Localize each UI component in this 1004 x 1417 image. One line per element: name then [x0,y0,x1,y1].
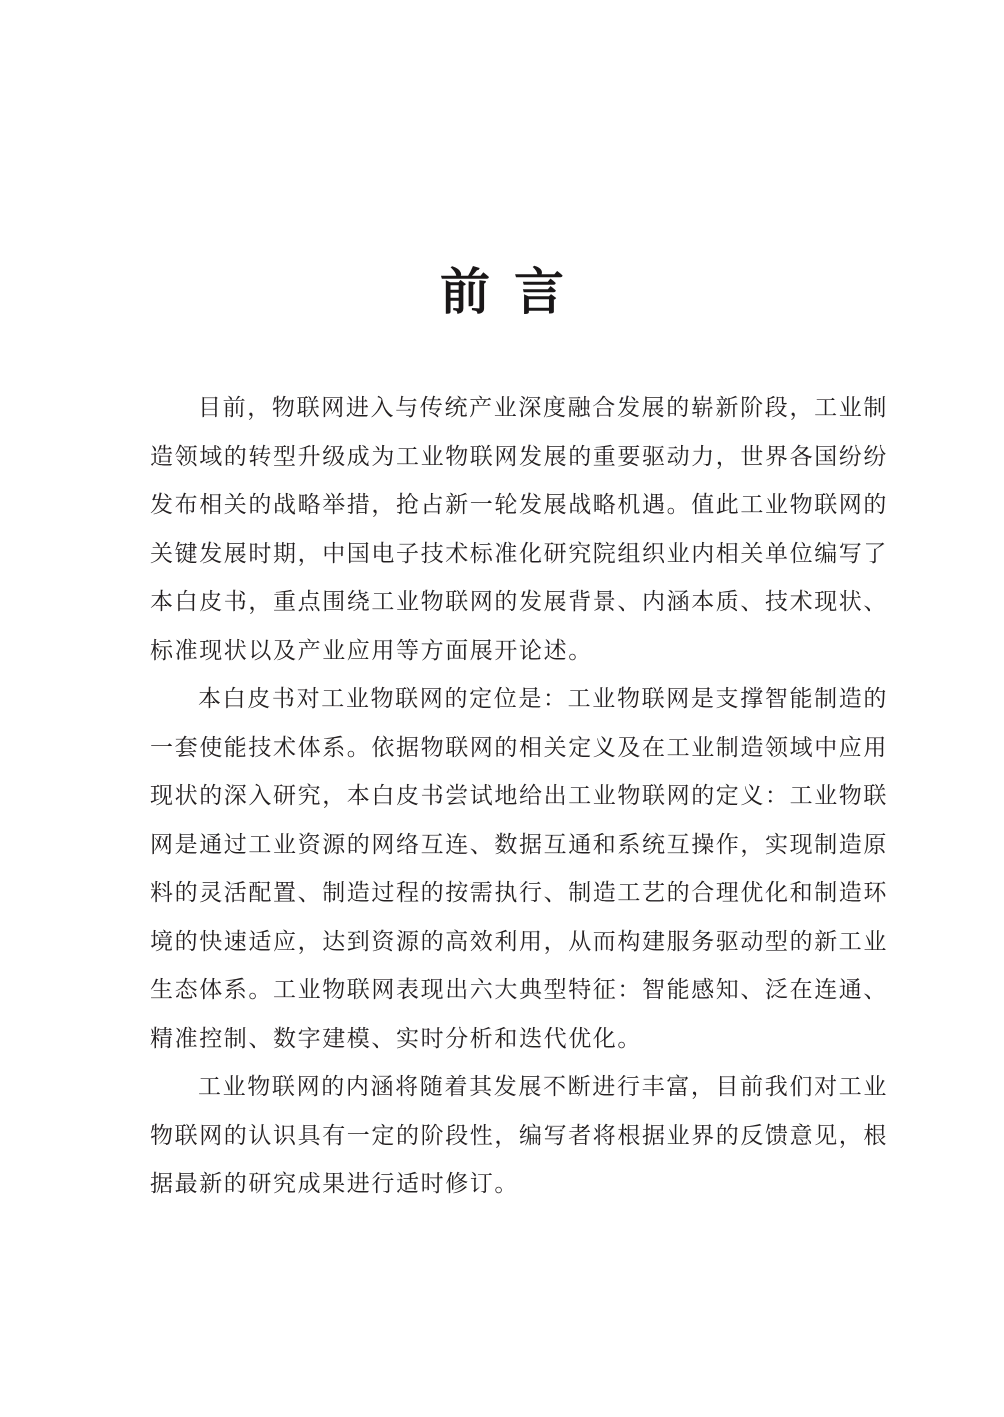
paragraph-3: 工业物联网的内涵将随着其发展不断进行丰富，目前我们对工业物联网的认识具有一定的阶段性，编写者将根据业界的反馈意见，根据最新的研究成果进行适时修订。 [150,1074,888,1197]
preface-body [150,384,888,1209]
page-title [0,262,1004,322]
page-title-char-2: 言 [514,262,564,321]
paragraph-2: 本白皮书对工业物联网的定位是：工业物联网是支撑智能制造的一套使能技术体系。依据物联网的相关定义及在工业制造领域中应用现状的深入研究，本白皮书尝试地给出工业物联网的定义：工业物联网是通过工业资源的网络互连、数据互通和系统互操作，实现制造原料的灵活配置、制造过程的按需执行、制造工艺的合理优化和制造环境的快速适应，达到资源的高效利用，从而构建服务驱动型的新工业生态体系。工业物联网表现出六大典型特征：智能感知、泛在连通、精准控制、数字建模、实时分析和迭代优化。 [150,686,888,1052]
paragraph-1: 目前，物联网进入与传统产业深度融合发展的崭新阶段，工业制造领域的转型升级成为工业物联网发展的重要驱动力，世界各国纷纷发布相关的战略举措，抢占新一轮发展战略机遇。值此工业物联网的关键发展时期，中国电子技术标准化研究院组织业内相关单位编写了本白皮书，重点围绕工业物联网的发展背景、内涵本质、技术现状、标准现状以及产业应用等方面展开论述。 [150,395,888,664]
page-title-char-1: 前 [440,262,490,321]
